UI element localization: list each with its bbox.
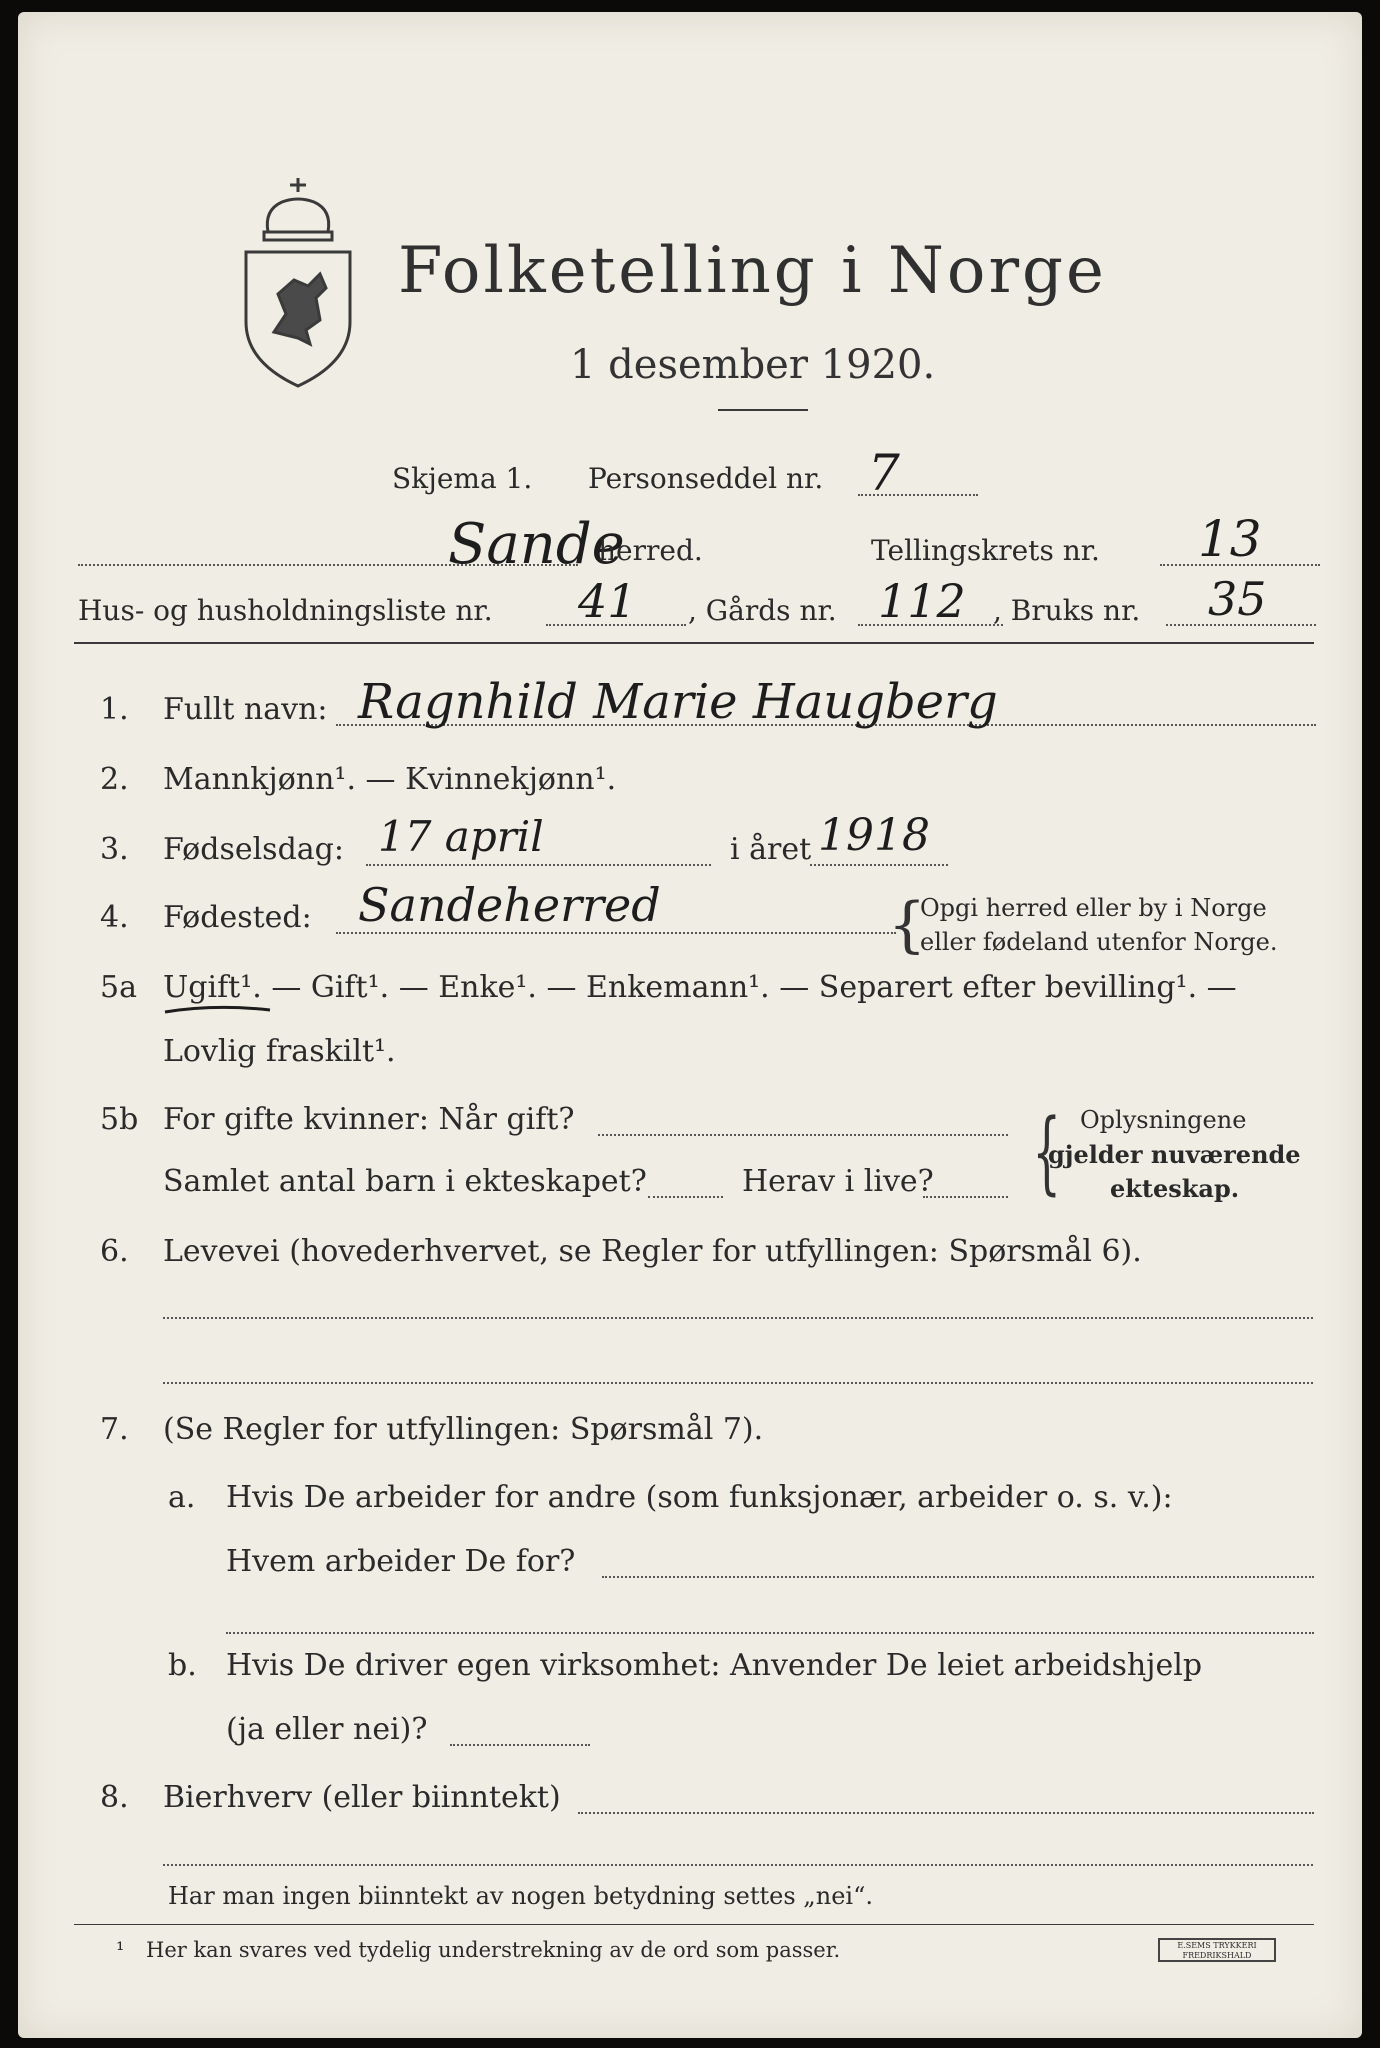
q5a-number: 5a — [100, 970, 137, 1005]
q7-label: (Se Regler for utfyllingen: Spørsmål 7). — [163, 1412, 764, 1447]
birth-year-value[interactable]: 1918 — [818, 810, 930, 861]
q1-number: 1. — [100, 692, 129, 727]
q7b-sub: (ja eller nei)? — [226, 1712, 428, 1747]
bruks-label: , Bruks nr. — [993, 594, 1141, 627]
marital-options[interactable]: Ugift¹. — Gift¹. — Enke¹. — Enkemann¹. — Separert efter bevilling¹. — — [163, 970, 1237, 1005]
q3-number: 3. — [100, 832, 129, 867]
q5b-note-1: Oplysningene — [1080, 1106, 1247, 1134]
q6-number: 6. — [100, 1234, 129, 1269]
q7b-text: Hvis De driver egen virksomhet: Anvender De leiet arbeidshjelp — [226, 1648, 1203, 1683]
full-name-value[interactable]: Ragnhild Marie Haugberg — [358, 674, 998, 730]
q3-label: Fødselsdag: — [163, 832, 344, 867]
side-income-line[interactable] — [578, 1812, 1314, 1814]
q8-number: 8. — [100, 1780, 129, 1815]
q7b-letter: b. — [168, 1648, 197, 1683]
census-form: Folketelling i Norge 1 desember 1920. Skjema 1. Personseddel nr. 7 Sande herred. Tellingskrets nr. 13 Hus- og husholdningsliste nr. 41 , Gårds nr. 112 , Bruks nr. 35 1. Fullt navn: Ragnhild Marie Haugberg 2. Mannkjønn¹. — Kvinnekjønn¹. 3. Fødselsdag: 17 april i året 1918 4. Fødested: Sandeherred { Opgi herred eller by i Norge eller fødeland utenfor Norge. 5a Ugift¹. — Gift¹. — Enke¹. — Enkemann¹. — Separert efter bevilling¹. — Lovlig fraskilt¹. 5b For gifte kvinner: Når gift? Samlet antal barn i ekteskapet? Herav i live? { Oplysningene gjelder nuværende ekteskap. 6. Levevei (hovederhvervet, se Regler for utfyllingen: Spørsmål 6). 7. (Se Regler for utfyllingen: Spørsmål 7). a. Hvis De arbeider for andre (som funksjonær, arbeider o. s. v.): Hvem arbeider De for? b. Hvis De driver egen virksomhet: Anvender De leiet arbeidshjelp (ja eller nei)? 8. Bierhverv (eller biinntekt) Har man ingen biinntekt av nogen betydning settes „nei“. ¹ Her kan svares ved tydelig understrekning av de ord som passer. E.SEMS TRYKKERI FREDRIKSHALD — [18, 12, 1362, 2038]
form-title: Folketelling i Norge — [398, 234, 1107, 308]
q4-note-2: eller fødeland utenfor Norge. — [920, 928, 1278, 956]
coat-of-arms-icon — [234, 172, 362, 392]
q4-note-1: Opgi herred eller by i Norge — [920, 894, 1267, 922]
q2-number: 2. — [100, 762, 129, 797]
q5b-note-2: gjelder nuværende — [1048, 1140, 1301, 1169]
schema-label: Skjema 1. — [392, 462, 533, 495]
q8-label: Bierhverv (eller biinntekt) — [163, 1780, 561, 1815]
tellingskrets-label: Tellingskrets nr. — [871, 534, 1100, 567]
footnote: Her kan svares ved tydelig understrekning av de ord som passer. — [146, 1938, 841, 1962]
q5b-number: 5b — [100, 1102, 139, 1137]
bruks-value[interactable]: 35 — [1208, 572, 1267, 626]
q7-number: 7. — [100, 1412, 129, 1447]
marital-options-cont[interactable]: Lovlig fraskilt¹. — [163, 1034, 396, 1069]
q5b-line1: For gifte kvinner: Når gift? — [163, 1102, 575, 1137]
gards-label: , Gårds nr. — [688, 594, 837, 627]
footnote-mark: ¹ — [116, 1938, 125, 1962]
gards-value[interactable]: 112 — [878, 574, 966, 628]
tellingskrets-value[interactable]: 13 — [1198, 510, 1262, 568]
q7a-letter: a. — [168, 1480, 196, 1515]
occupation-line-1[interactable] — [163, 1317, 1313, 1319]
herred-label: herred. — [598, 534, 703, 567]
husliste-label: Hus- og husholdningsliste nr. — [78, 594, 493, 627]
employer-line[interactable] — [602, 1576, 1314, 1578]
side-income-line-2[interactable] — [163, 1864, 1313, 1866]
q5b-alive-label: Herav i live? — [742, 1164, 934, 1199]
employer-line-2[interactable] — [226, 1632, 1314, 1634]
q4-label: Fødested: — [163, 900, 312, 935]
husliste-value[interactable]: 41 — [578, 574, 637, 628]
q7a-sub: Hvem arbeider De for? — [226, 1544, 576, 1579]
q5b-note-3: ekteskap. — [1110, 1174, 1240, 1203]
census-date: 1 desember 1920. — [570, 342, 936, 388]
hired-help-line[interactable] — [450, 1744, 590, 1746]
header-rule — [74, 642, 1314, 644]
printer-stamp: E.SEMS TRYKKERI FREDRIKSHALD — [1158, 1938, 1276, 1962]
q4-number: 4. — [100, 900, 129, 935]
q6-label: Levevei (hovederhvervet, se Regler for utfyllingen: Spørsmål 6). — [163, 1234, 1142, 1269]
year-label: i året — [730, 832, 812, 867]
q1-label: Fullt navn: — [163, 692, 328, 727]
q5b-children-label: Samlet antal barn i ekteskapet? — [163, 1164, 647, 1199]
personseddel-label: Personseddel nr. — [588, 462, 824, 495]
q7a-text: Hvis De arbeider for andre (som funksjonær, arbeider o. s. v.): — [226, 1480, 1173, 1515]
birthday-value[interactable]: 17 april — [378, 812, 544, 861]
footer-rule — [74, 1924, 1314, 1925]
birthplace-value[interactable]: Sandeherred — [358, 878, 661, 932]
ugift-underline — [163, 1002, 273, 1016]
title-divider — [718, 409, 808, 411]
personseddel-value[interactable]: 7 — [868, 444, 900, 502]
side-income-note: Har man ingen biinntekt av nogen betydning settes „nei“. — [168, 1882, 873, 1910]
herred-value[interactable]: Sande — [448, 512, 625, 577]
occupation-line-2[interactable] — [163, 1382, 1313, 1384]
sex-options[interactable]: Mannkjønn¹. — Kvinnekjønn¹. — [163, 762, 617, 797]
